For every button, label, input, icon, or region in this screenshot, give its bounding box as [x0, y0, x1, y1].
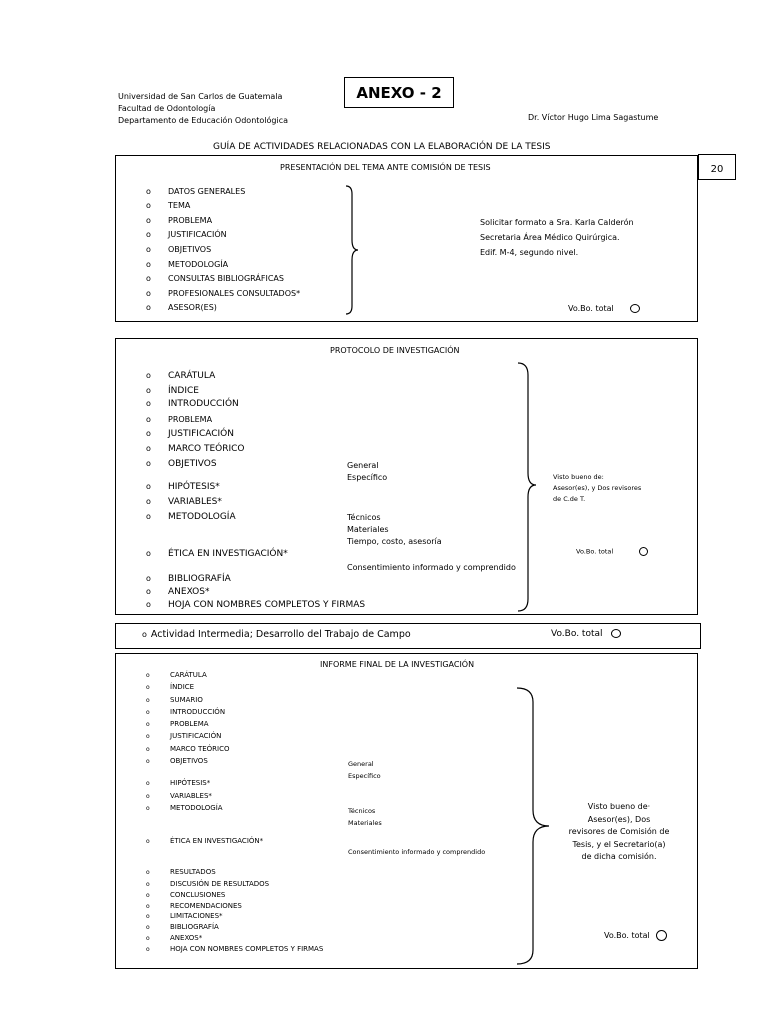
bullet-icon: o — [146, 793, 150, 800]
bullet-icon: o — [146, 697, 150, 704]
page-number-box — [698, 154, 736, 180]
bullet-icon: o — [146, 415, 151, 424]
list-item: o ÍNDICE — [146, 386, 199, 396]
list-item: o VARIABLES* — [146, 792, 212, 800]
faculty-name: Facultad de Odontología — [118, 104, 216, 113]
bullet-icon: o — [146, 549, 151, 558]
department-name: Departamento de Educación Odontológica — [118, 116, 289, 125]
bullet-icon: o — [146, 216, 151, 225]
bullet-icon: o — [146, 913, 150, 920]
list-item: o ANEXOS* — [146, 587, 210, 597]
bullet-icon: o — [146, 709, 150, 716]
list-item: o ÉTICA EN INVESTIGACIÓN* — [146, 549, 288, 559]
bullet-icon: o — [146, 935, 150, 942]
list-item: o SUMARIO — [146, 696, 203, 704]
bullet-icon: o — [146, 482, 151, 491]
bullet-icon: o — [146, 187, 151, 196]
bullet-icon: o — [146, 289, 151, 298]
section-informe-final — [115, 653, 698, 969]
bullet-icon: o — [146, 721, 150, 728]
annex-title-box — [344, 77, 454, 108]
section-presentacion — [115, 155, 698, 322]
institution-block — [118, 91, 288, 127]
list-item: o DATOS GENERALES — [146, 187, 246, 196]
list-item: o HIPÓTESIS* — [146, 779, 211, 787]
sub-metodologia: Técnicos Materiales Tiempo, costo, asesoría — [347, 513, 442, 546]
brace-icon — [516, 361, 538, 613]
bullet-icon: o — [142, 630, 147, 639]
bullet-icon: o — [146, 459, 151, 468]
list-item: o CARÁTULA — [146, 371, 216, 381]
section1-vobo: Vo.Bo. total — [568, 304, 640, 313]
list-item: o ÉTICA EN INVESTIGACIÓN* — [146, 837, 264, 845]
list-item: o RECOMENDACIONES — [146, 902, 242, 910]
list-item: o LIMITACIONES* — [146, 912, 223, 920]
list-item: o INTRODUCCIÓN — [146, 399, 239, 409]
guide-title: GUÍA DE ACTIVIDADES RELACIONADAS CON LA ELABORACIÓN DE LA TESIS — [213, 142, 551, 152]
bullet-icon: o — [146, 600, 151, 609]
bullet-icon: o — [146, 303, 151, 312]
bullet-icon: o — [146, 805, 150, 812]
sub-metodologia: Técnicos Materiales — [348, 807, 382, 827]
list-item: o CONCLUSIONES — [146, 891, 226, 899]
section2-vobo: Vo.Bo. total — [576, 547, 648, 556]
list-item: o PROBLEMA — [146, 216, 213, 225]
checkbox-circle-icon[interactable] — [611, 629, 621, 638]
bullet-icon: o — [146, 371, 151, 380]
bullet-icon: o — [146, 924, 150, 931]
list-item: o HOJA CON NOMBRES COMPLETOS Y FIRMAS — [146, 945, 324, 953]
sub-etica: Consentimiento informado y comprendido — [348, 848, 486, 856]
bullet-icon: o — [146, 587, 151, 596]
list-item: o ASESOR(ES) — [146, 303, 217, 312]
bullet-icon: o — [146, 758, 150, 765]
bullet-icon: o — [146, 838, 150, 845]
list-item: o OBJETIVOS — [146, 459, 217, 469]
sub-objetivos: General Específico — [347, 461, 388, 482]
section2-title: PROTOCOLO DE INVESTIGACIÓN — [330, 346, 460, 355]
list-item: o METODOLOGÍA — [146, 804, 223, 812]
section-protocolo — [115, 338, 698, 615]
bullet-icon: o — [146, 260, 151, 269]
annex-title: ANEXO - 2 — [356, 84, 442, 102]
author-name: Dr. Víctor Hugo Lima Sagastume — [528, 113, 659, 122]
bullet-icon: o — [146, 881, 150, 888]
bullet-icon: o — [146, 746, 150, 753]
bullet-icon: o — [146, 429, 151, 438]
bullet-icon: o — [146, 399, 151, 408]
bullet-icon: o — [146, 497, 151, 506]
section1-note: Solicitar formato a Sra. Karla Calderón Secretaria Área Médico Quirúrgica. Edif. M-4, segundo nivel. — [480, 218, 634, 257]
intermediate-vobo: Vo.Bo. total — [551, 629, 621, 639]
bullet-icon: o — [146, 892, 150, 899]
list-item: o INTRODUCCIÓN — [146, 708, 226, 716]
bullet-icon: o — [146, 780, 150, 787]
sub-etica: Consentimiento informado y comprendido — [347, 563, 516, 572]
bullet-icon: o — [146, 245, 151, 254]
list-item: o ANEXOS* — [146, 934, 203, 942]
list-item: o ÍNDICE — [146, 683, 195, 691]
bullet-icon: o — [146, 946, 150, 953]
university-name: Universidad de San Carlos de Guatemala — [118, 92, 283, 101]
bullet-icon: o — [146, 733, 150, 740]
section3-title: INFORME FINAL DE LA INVESTIGACIÓN — [320, 660, 475, 669]
bullet-icon: o — [146, 512, 151, 521]
bullet-icon: o — [146, 684, 150, 691]
list-item: o PROBLEMA — [146, 720, 209, 728]
section1-title: PRESENTACIÓN DEL TEMA ANTE COMISIÓN DE TESIS — [280, 163, 491, 172]
bullet-icon: o — [146, 386, 151, 395]
list-item: o METODOLOGÍA — [146, 512, 236, 522]
brace-icon — [344, 184, 360, 316]
list-item: o PROBLEMA — [146, 415, 213, 424]
bullet-icon: o — [146, 672, 150, 679]
list-item: o TEMA — [146, 201, 191, 210]
list-item: o OBJETIVOS — [146, 245, 212, 254]
bullet-icon: o — [146, 274, 151, 283]
list-item: o JUSTIFICACIÓN — [146, 732, 222, 740]
bullet-icon: o — [146, 230, 151, 239]
checkbox-circle-icon[interactable] — [639, 547, 648, 556]
bullet-icon: o — [146, 869, 150, 876]
list-item: o HIPÓTESIS* — [146, 482, 220, 492]
section2-note: Visto bueno de: Asesor(es), y Dos revisores de C.de T. — [553, 473, 642, 503]
list-item: o BIBLIOGRAFÍA — [146, 923, 219, 931]
list-item: o JUSTIFICACIÓN — [146, 429, 234, 439]
bullet-icon: o — [146, 574, 151, 583]
section3-vobo: Vo.Bo. total — [604, 930, 667, 941]
list-item: o DISCUSIÓN DE RESULTADOS — [146, 880, 270, 888]
page-number: 20 — [710, 164, 724, 175]
list-item: o JUSTIFICACIÓN — [146, 230, 227, 239]
bullet-icon: o — [146, 201, 151, 210]
list-item: o VARIABLES* — [146, 497, 222, 507]
bullet-icon: o — [146, 903, 150, 910]
list-item: o CARÁTULA — [146, 671, 207, 679]
list-item: o MARCO TEÓRICO — [146, 745, 230, 753]
intermediate-activity-box — [115, 623, 701, 649]
list-item: o CONSULTAS BIBLIOGRÁFICAS — [146, 274, 284, 283]
section3-note: Visto bueno de· Asesor(es), Dos revisores de Comisión de Tesis, y el Secretario(a) de dicha comisión. — [568, 802, 670, 861]
list-item: o PROFESIONALES CONSULTADOS* — [146, 289, 301, 298]
list-item: o MARCO TEÓRICO — [146, 444, 245, 454]
list-item: o RESULTADOS — [146, 868, 216, 876]
intermediate-activity-label: o Actividad Intermedia; Desarrollo del Trabajo de Campo — [142, 629, 411, 640]
list-item: o OBJETIVOS — [146, 757, 208, 765]
checkbox-circle-icon[interactable] — [630, 304, 640, 313]
bullet-icon: o — [146, 444, 151, 453]
list-item: o BIBLIOGRAFÍA — [146, 574, 231, 584]
list-item: o HOJA CON NOMBRES COMPLETOS Y FIRMAS — [146, 600, 366, 610]
list-item: o METODOLOGÍA — [146, 260, 229, 269]
brace-icon — [513, 686, 553, 966]
checkbox-circle-icon[interactable] — [656, 930, 667, 941]
sub-objetivos: General Específico — [348, 760, 381, 780]
